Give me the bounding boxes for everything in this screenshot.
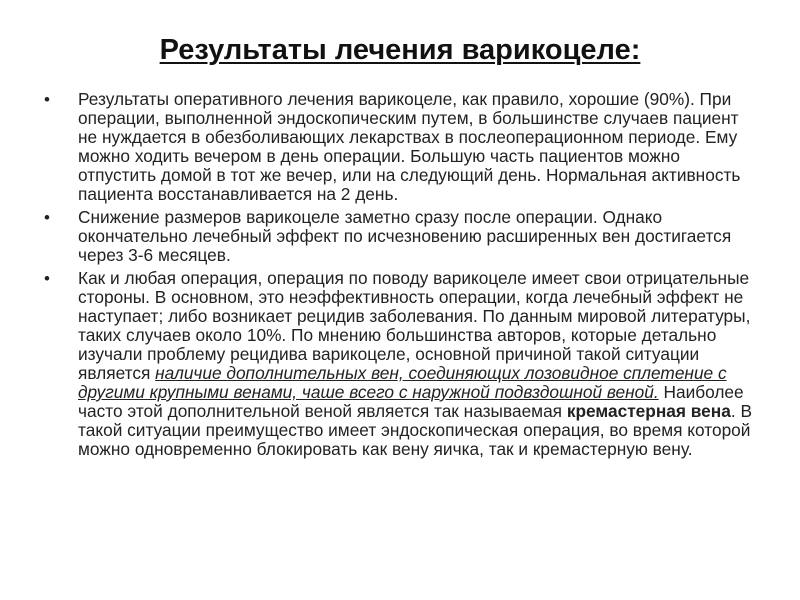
bullet-text-part3: . В такой ситуации преимущество имеет эндоскопическая операция, во время которой можно одновременно блокировать как вену яичка, так и кремастерную вену. — [78, 401, 752, 459]
bullet-item-results — [78, 90, 754, 204]
bullet-text-part2: Наиболее часто этой дополнительной веной является так называемая — [78, 382, 744, 421]
bullet-list — [78, 90, 754, 463]
slide-title: Результаты лечения варикоцеле: — [159, 34, 641, 66]
bullet-item-negative-sides — [78, 269, 754, 459]
bold-term: кремастерная вена — [566, 401, 731, 421]
emphasis-text: наличие дополнительных вен, соединяющих лозовидное сплетение с другими крупными венами, чаше всего с наружной подвздошной веной. — [78, 363, 727, 402]
bullet-text-part1: Как и любая операция, операция по поводу варикоцеле имеет свои отрицательные стороны. В основном, это неэффективность операции, когда лечебный эффект не наступает; либо возникает рецидив заболевания. По данным мировой литературы, таких случаев около 10%. По мнению большинства авторов, которые детально изучали проблему рецидива варикоцеле, основной причиной такой ситуации является — [78, 268, 751, 383]
bullet-text: Результаты оперативного лечения варикоцеле, как правило, хорошие (90%). При операции, выполненной эндоскопическим путем, в большинстве случаев пациент не нуждается в обезболивающих лекарствах в послеоперационном периоде. Ему можно ходить вечером в день операции. Большую часть пациентов можно отпустить домой в тот же вечер, или на следующий день. Нормальная активность пациента восстанавливается на 2 день. — [78, 89, 741, 204]
bullet-text: Снижение размеров варикоцеле заметно сразу после операции. Однако окончательно лечебный эффект по исчезновению расширенных вен достигается через 3-6 месяцев. — [78, 207, 732, 265]
bullet-item-size-reduction — [78, 208, 754, 265]
